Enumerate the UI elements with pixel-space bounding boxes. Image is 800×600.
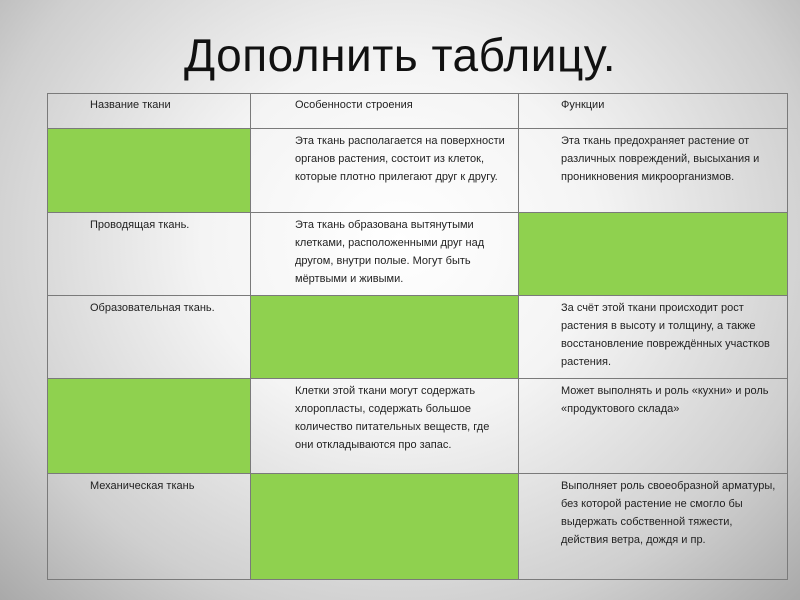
table-row [48,296,788,379]
cell-function: Эта ткань предохраняет растение от различных повреждений, высыхания и проникновения микроорганизмов. [519,129,788,213]
blank-cell-structure [251,474,519,580]
blank-cell-structure [251,296,519,379]
tissue-table [47,93,788,580]
slide-title: Дополнить таблицу. [184,29,616,81]
cell-structure: Клетки этой ткани могут содержать хлоропласты, содержать большое количество питательных веществ, где они откладываются про запас. [251,379,519,474]
blank-cell-name [48,129,251,213]
cell-function: За счёт этой ткани происходит рост растения в высоту и толщину, а также восстановление повреждённых участков растения. [519,296,788,379]
header-functions: Функции [519,94,788,129]
header-tissue-name: Название ткани [48,94,251,129]
table-row [48,474,788,580]
cell-structure: Эта ткань располагается на поверхности органов растения, состоит из клеток, которые плотно прилегают друг к другу. [251,129,519,213]
header-structure: Особенности строения [251,94,519,129]
cell-name: Образовательная ткань. [48,296,251,379]
cell-name: Проводящая ткань. [48,213,251,296]
blank-cell-function [519,213,788,296]
cell-function: Может выполнять и роль «кухни» и роль «продуктового склада» [519,379,788,474]
table-header-row [48,94,788,129]
table-row [48,379,788,474]
cell-function: Выполняет роль своеобразной арматуры, без которой растение не смогло бы выдержать собственной тяжести, действия ветра, дождя и пр. [519,474,788,580]
table-row [48,129,788,213]
table-row [48,213,788,296]
cell-structure: Эта ткань образована вытянутыми клетками, расположенными друг над другом, внутри полые. Могут быть мёртвыми и живыми. [251,213,519,296]
cell-name: Механическая ткань [48,474,251,580]
blank-cell-name [48,379,251,474]
